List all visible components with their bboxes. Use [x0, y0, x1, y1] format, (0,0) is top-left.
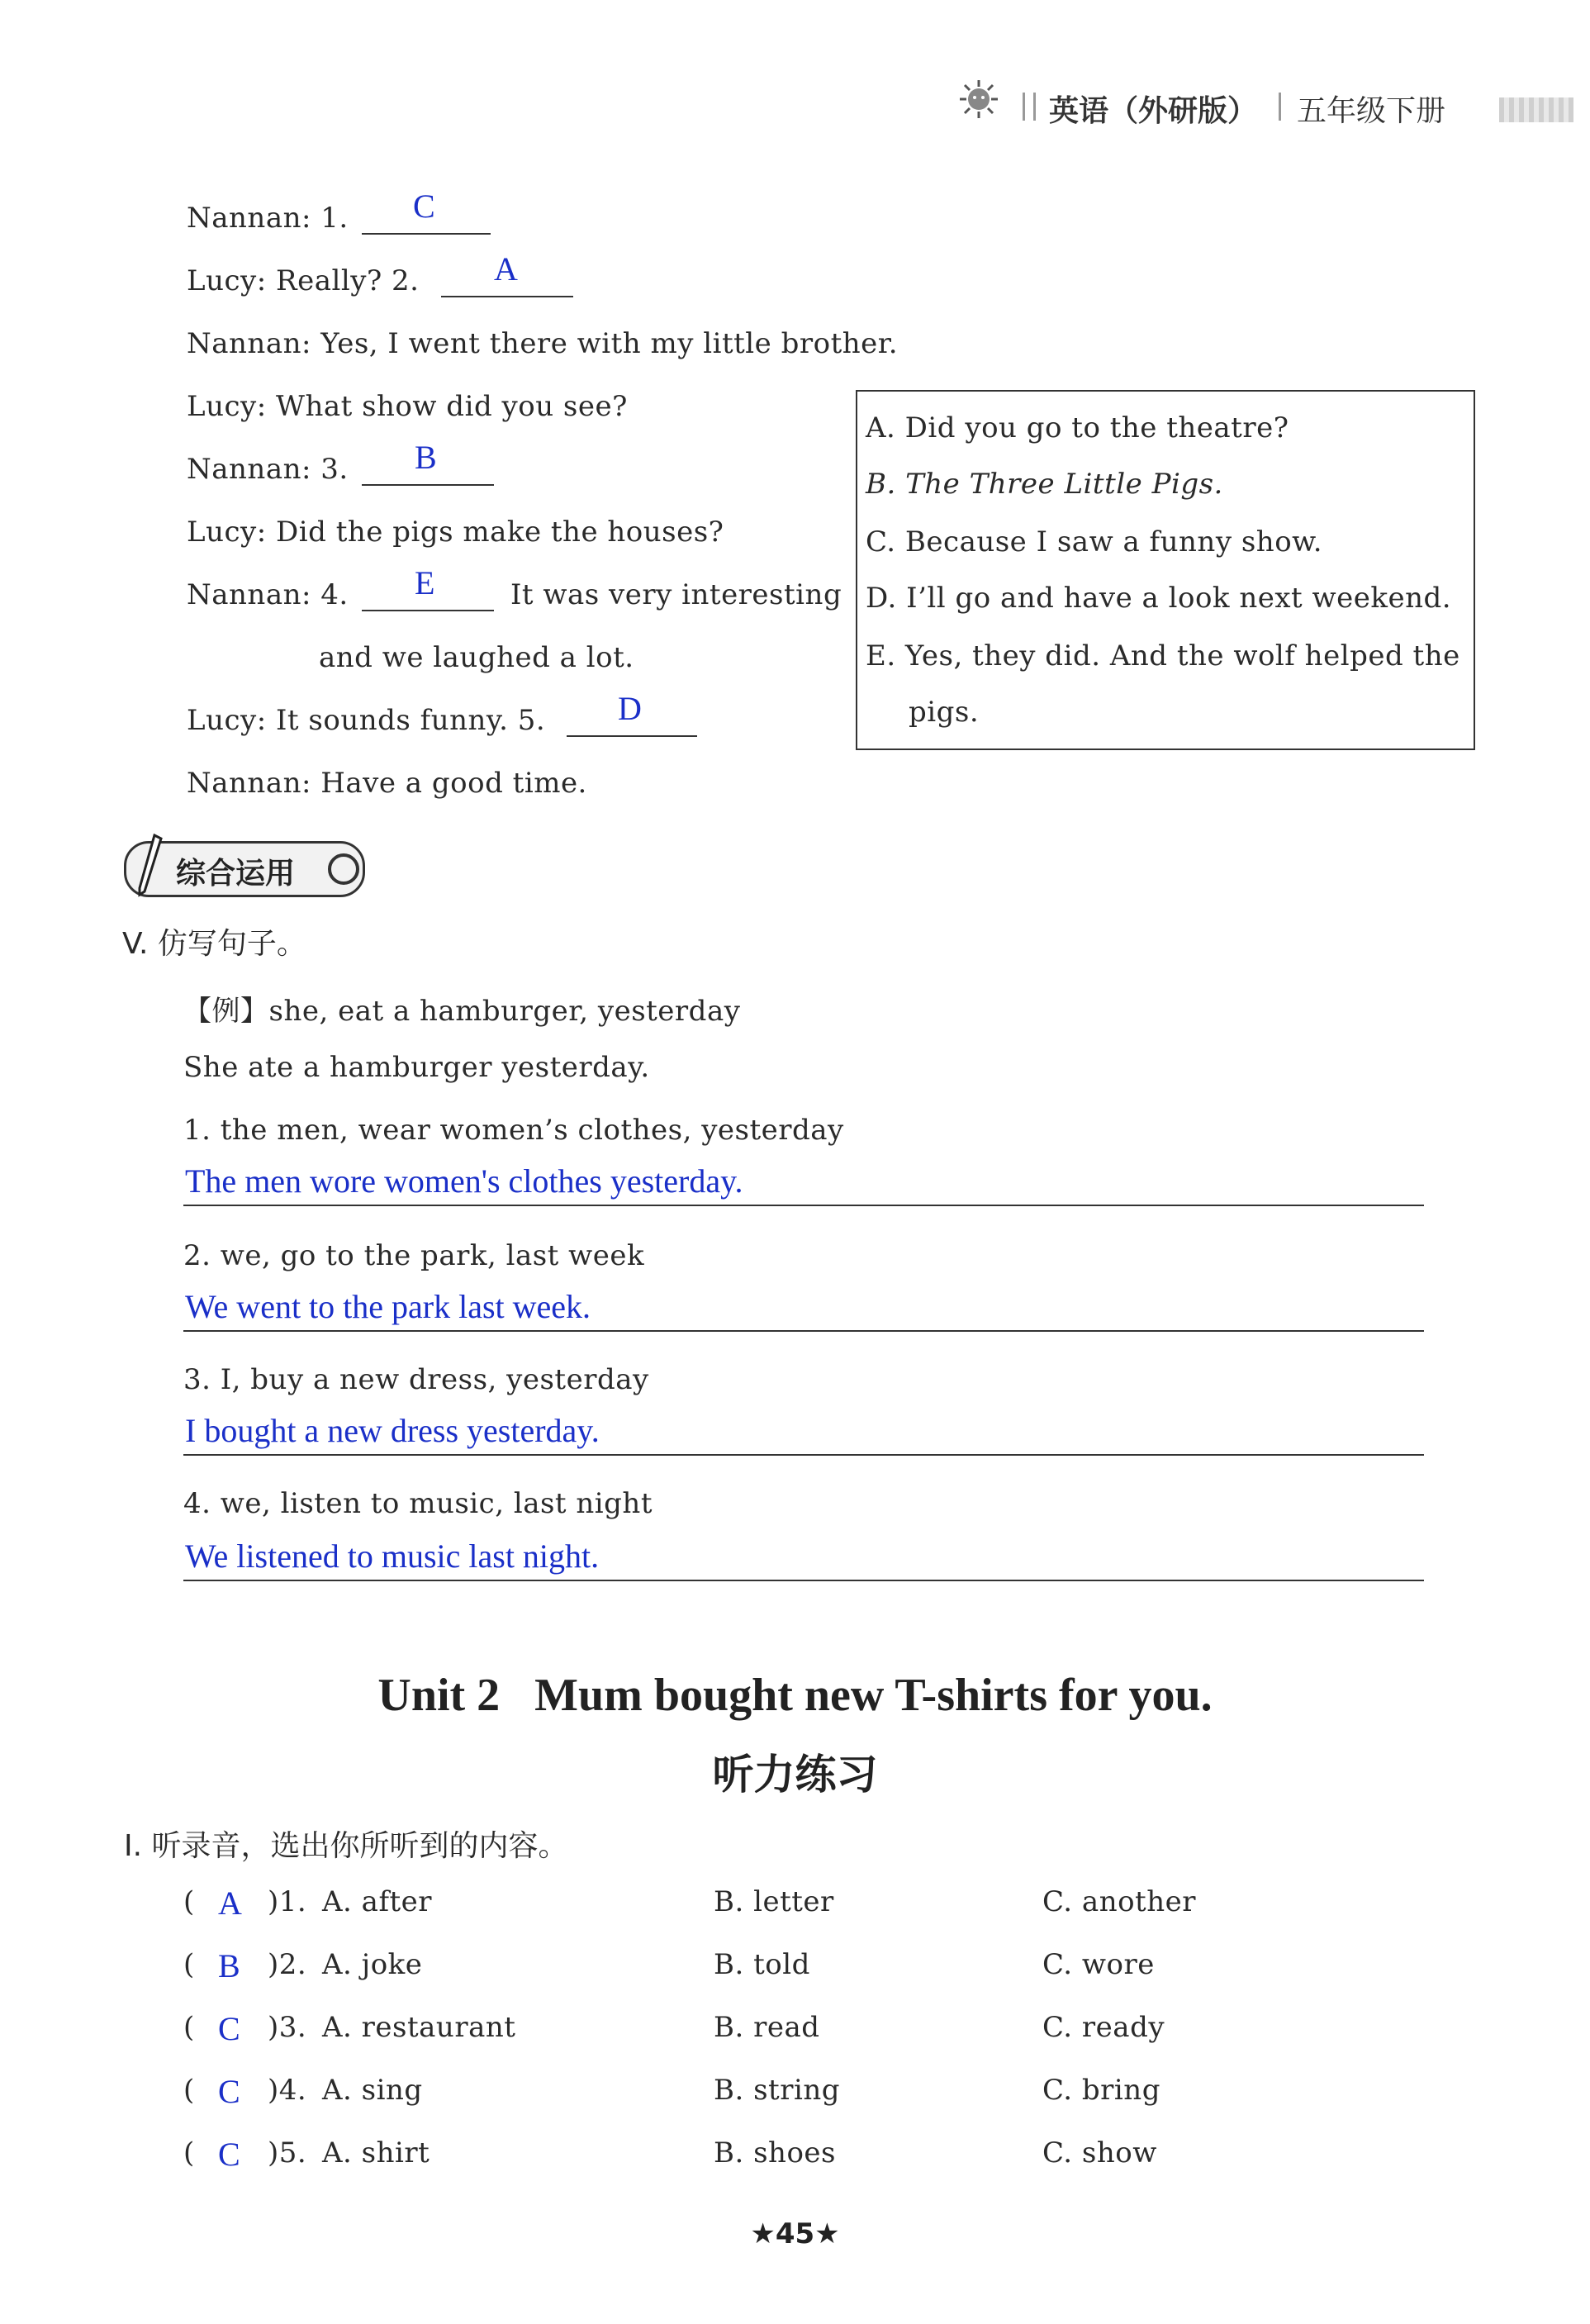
line-text: Really? 2. [276, 264, 420, 297]
answer-blank-2 [441, 296, 573, 297]
option-a: A. restaurant [322, 2011, 516, 2044]
option-a: A. shirt [322, 2136, 430, 2170]
question-answer: C [218, 2136, 240, 2173]
item-1-prompt: 1. the men, wear women’s clothes, yesterday [183, 1114, 844, 1147]
answer-5: D [618, 690, 642, 727]
item-2-line [183, 1330, 1424, 1332]
item-1-answer: The men wore women's clothes yesterday. [185, 1162, 743, 1200]
option-a: A. Did you go to the theatre? [866, 411, 1289, 444]
option-b: B. told [714, 1948, 810, 1981]
speaker: Lucy [187, 516, 257, 549]
question-answer: A [218, 1884, 242, 1922]
unit-title: Unit 2 Mum bought new T-shirts for you. [377, 1670, 1213, 1721]
header-divider [1023, 93, 1036, 121]
option-c: C. wore [1042, 1948, 1155, 1981]
answer-3: B [415, 439, 437, 476]
question-number: )1. [268, 1885, 307, 1918]
dialogue-line-9: Nannan: Have a good time. [187, 767, 587, 800]
part5-heading: V. 仿写句子。 [122, 927, 306, 961]
line-text: Have a good time. [320, 767, 587, 800]
dialogue-line-7: Nannan: 4. [187, 578, 349, 611]
option-b: B. string [714, 2074, 841, 2107]
example-label: 【例】she, eat a hamburger, yesterday [183, 995, 741, 1028]
dialogue-line-5: Nannan: 3. [187, 453, 349, 486]
speaker: Nannan [187, 767, 301, 800]
option-e: E. Yes, they did. And the wolf helped the [866, 639, 1460, 672]
line-text: Did the pigs make the houses? [276, 516, 724, 549]
speaker: Nannan [187, 453, 301, 486]
option-a: A. joke [322, 1948, 423, 1981]
line-text: What show did you see? [276, 390, 628, 423]
question-answer: C [218, 2010, 240, 2047]
item-4-prompt: 4. we, listen to music, last night [183, 1487, 653, 1520]
open-paren: ( [183, 2074, 195, 2107]
answer-4: E [415, 564, 435, 601]
dialogue-line-1: Nannan: 1. [187, 202, 349, 235]
answer-2: A [494, 250, 518, 288]
option-b: B. The Three Little Pigs. [866, 468, 1223, 501]
page-number: ★45★ [750, 2217, 840, 2250]
blank-number: 4. [320, 578, 349, 611]
item-4-answer: We listened to music last night. [185, 1537, 600, 1575]
open-paren: ( [183, 1948, 195, 1981]
question-number: )2. [268, 1948, 307, 1981]
option-b: B. shoes [714, 2136, 836, 2170]
option-a: A. sing [322, 2074, 423, 2107]
open-paren: ( [183, 1885, 195, 1918]
open-paren: ( [183, 2136, 195, 2170]
example-answer: She ate a hamburger yesterday. [183, 1051, 650, 1084]
answer-blank-5 [567, 735, 697, 737]
blank-number: 1. [320, 202, 349, 235]
header-divider-2 [1279, 93, 1281, 121]
sun-logo-icon [958, 78, 999, 120]
option-b: B. letter [714, 1885, 834, 1918]
open-paren: ( [183, 2011, 195, 2044]
section-badge-label: 综合运用 [176, 857, 296, 891]
dialogue-line-4: Lucy: What show did you see? [187, 390, 628, 423]
item-3-answer: I bought a new dress yesterday. [185, 1412, 600, 1449]
answer-blank-1 [362, 233, 491, 235]
dialogue-line-3: Nannan: Yes, I went there with my little brother. [187, 327, 899, 360]
option-b: B. read [714, 2011, 820, 2044]
line-text-after: It was very interesting [510, 578, 842, 611]
blank-number: 3. [320, 453, 349, 486]
answer-blank-4 [362, 610, 494, 611]
option-c: C. another [1042, 1885, 1196, 1918]
speaker: Lucy [187, 704, 257, 737]
pencil-icon [133, 834, 166, 900]
option-c: C. ready [1042, 2011, 1165, 2044]
header-grade: 五年级下册 [1297, 94, 1446, 128]
question-answer: B [218, 1947, 240, 1984]
header-title: 英语（外研版） [1049, 94, 1258, 128]
speaker: Nannan [187, 202, 301, 235]
item-4-line [183, 1580, 1424, 1581]
ring-icon [328, 853, 359, 885]
item-3-line [183, 1454, 1424, 1456]
item-2-prompt: 2. we, go to the park, last week [183, 1239, 645, 1272]
option-c: C. show [1042, 2136, 1157, 2170]
option-a: A. after [322, 1885, 433, 1918]
speaker: Nannan [187, 327, 301, 360]
question-answer: C [218, 2073, 240, 2110]
line-text: It sounds funny. 5. [276, 704, 546, 737]
header-decor-bar [1499, 97, 1573, 122]
item-3-prompt: 3. I, buy a new dress, yesterday [183, 1363, 649, 1396]
answer-1: C [413, 188, 435, 225]
speaker: Lucy [187, 390, 257, 423]
speaker: Lucy [187, 264, 257, 297]
question-number: )4. [268, 2074, 307, 2107]
question-number: )3. [268, 2011, 307, 2044]
dialogue-line-8: Lucy: It sounds funny. 5. [187, 704, 546, 737]
unit-subtitle: 听力练习 [712, 1751, 878, 1799]
dialogue-line-6: Lucy: Did the pigs make the houses? [187, 516, 724, 549]
section-badge [124, 841, 365, 897]
line-text-continued: and we laughed a lot. [319, 641, 634, 674]
option-d: D. I’ll go and have a look next weekend. [866, 582, 1452, 615]
dialogue-line-2: Lucy: Really? 2. [187, 264, 420, 297]
part1-heading: I. 听录音，选出你所听到的内容。 [124, 1829, 568, 1863]
item-2-answer: We went to the park last week. [185, 1288, 591, 1325]
option-e-cont: pigs. [909, 696, 980, 729]
item-1-line [183, 1205, 1424, 1206]
line-text: Yes, I went there with my little brother. [320, 327, 899, 360]
option-c: C. Because I saw a funny show. [866, 525, 1323, 558]
option-c: C. bring [1042, 2074, 1160, 2107]
speaker: Nannan [187, 578, 301, 611]
answer-blank-3 [362, 484, 494, 486]
question-number: )5. [268, 2136, 307, 2170]
